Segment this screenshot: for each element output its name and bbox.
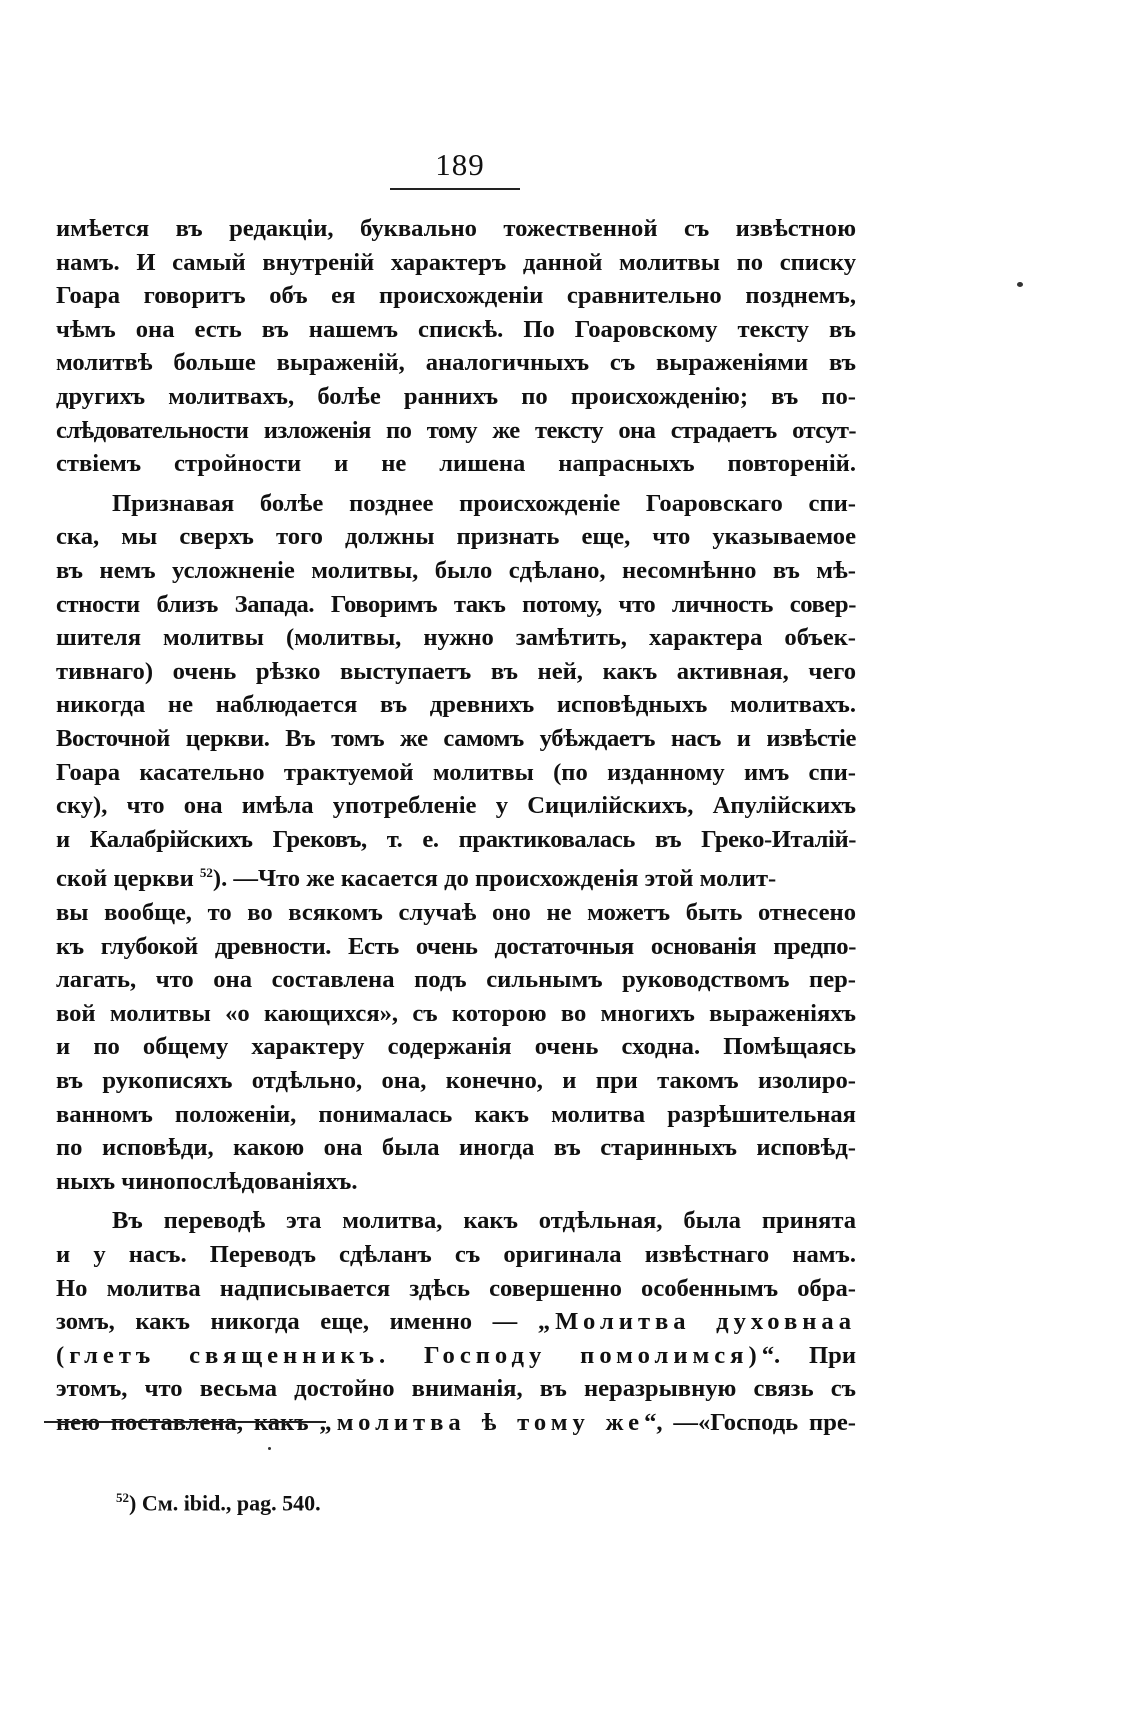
text-line: ванномъ положеніи, понималась какъ молитва разрѣшительная (56, 1100, 856, 1128)
text-line: другихъ молитвахъ, болѣе раннихъ по происхожденію; въ по- (56, 382, 856, 410)
text-line: къ глубокой древности. Есть очень достаточныя основанія предпо- (56, 932, 856, 960)
page-number-rule (390, 188, 520, 190)
text-line: слѣдовательности изложенія по тому же тексту она страдаетъ отсут- (56, 416, 856, 444)
text-fragment: ской церкви (56, 865, 194, 893)
text-line: и у насъ. Переводъ сдѣланъ съ оригинала извѣстнаго намъ. (56, 1241, 856, 1268)
text-line: тивнаго) очень рѣзко выступаетъ въ ней, какъ активная, чего (56, 657, 856, 685)
text-line: ствіемъ стройности и не лишена напрасныхъ повтореній. (56, 450, 856, 478)
text-line: въ рукописяхъ отдѣльно, она, конечно, и при такомъ изолиро- (56, 1067, 856, 1095)
text-line: Но молитва надписывается здѣсь совершенно особеннымъ обра- (56, 1274, 856, 1302)
text-fragment: “. При (761, 1341, 857, 1369)
footnote-marker: 52 (116, 1490, 129, 1505)
text-line: лагать, что она составлена подъ сильнымъ руководствомъ пер- (56, 966, 856, 994)
spaced-prayer-title: „Молитва духовнаа (537, 1308, 856, 1336)
text-line: вой молитвы «о кающихся», съ которою во многихъ выраженіяхъ (56, 999, 856, 1027)
body-text (56, 212, 856, 1440)
text-fragment: “, —«Господь пре- (644, 1408, 856, 1436)
footnote (116, 1490, 321, 1516)
text-line: въ немъ усложненіе молитвы, было сдѣлано, несомнѣнно въ мѣ- (56, 556, 856, 584)
text-line: Гоара касательно трактуемой молитвы (по изданному имъ спи- (56, 758, 856, 786)
text-line: ску), что она имѣла употребленіе у Сицилійскихъ, Апулійскихъ (56, 792, 856, 820)
text-line: Признавая болѣе позднее происхожденіе Гоаровскаго спи- (112, 489, 856, 517)
text-fragment: ). —Что же касается до происхожденія этой молит- (212, 865, 777, 893)
scan-speck (268, 1447, 271, 1450)
text-line: стности близъ Запада. Говоримъ такъ потому, что личность совер- (56, 590, 856, 618)
text-line: молитвѣ больше выраженій, аналогичныхъ съ выраженіями въ (56, 349, 856, 377)
text-line: этомъ, что весьма достойно вниманія, въ неразрывную связь съ (56, 1375, 856, 1403)
text-line: и Калабрійскихъ Грековъ, т. е. практиковалась въ Греко-Италій- (56, 825, 856, 853)
text-line: Гоара говоритъ объ ея происхожденіи сравнительно позднемъ, (56, 282, 856, 310)
text-line: чѣмъ она есть въ нашемъ спискѣ. По Гоаровскому тексту въ (56, 315, 856, 343)
text-line: по исповѣди, какою она была иногда въ старинныхъ исповѣд- (56, 1134, 856, 1162)
footnote-rule (44, 1421, 326, 1423)
text-line: и по общему характеру содержанія очень сходна. Помѣщаясь (56, 1033, 856, 1061)
spaced-rubric: (глетъ священникъ. Господу помолимся) (56, 1341, 762, 1369)
text-line: вы вообще, то во всякомъ случаѣ оно не можетъ быть отнесено (56, 899, 856, 927)
footnote-reference: 52 (199, 865, 213, 881)
text-line: Восточной церкви. Въ томъ же самомъ убѣждаетъ насъ и извѣстіе (56, 724, 856, 752)
text-line-with-spaced-rubric (56, 1339, 856, 1373)
footnote-text: ) См. ibid., pag. 540. (129, 1490, 321, 1516)
text-line: Въ переводѣ эта молитва, какъ отдѣльная, была принята (112, 1207, 856, 1235)
spaced-prayer-title: „молитва ѣ тому же (319, 1408, 645, 1436)
text-line: ныхъ чинопослѣдованіяхъ. (56, 1167, 358, 1195)
page-number: 189 (435, 147, 485, 182)
text-line-with-footnote (56, 856, 856, 896)
text-fragment: нею поставлена, какъ (56, 1408, 320, 1436)
text-line-with-spaced-title (56, 1305, 856, 1339)
text-line: никогда не наблюдается въ древнихъ исповѣдныхъ молитвахъ. (56, 691, 856, 719)
text-line: шителя молитвы (молитвы, нужно замѣтить, характера объек- (56, 624, 856, 652)
text-fragment: зомъ, какъ никогда еще, именно — (56, 1308, 538, 1336)
text-line: ска, мы сверхъ того должны признать еще, что указываемое (56, 523, 856, 551)
text-line: намъ. И самый внутреній характеръ данной молитвы по списку (56, 248, 856, 276)
text-line: имѣется въ редакціи, буквально тожественной съ извѣстною (56, 215, 856, 242)
scan-speck (1017, 282, 1023, 287)
